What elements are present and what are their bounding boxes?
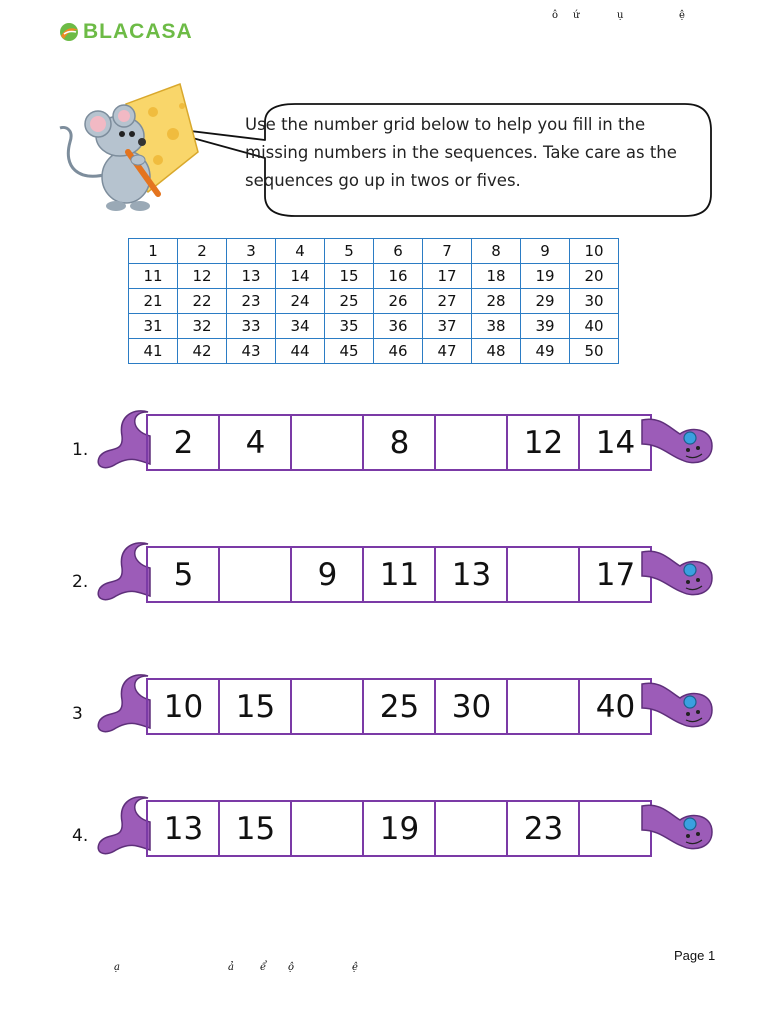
sequence-cell: 8	[364, 416, 436, 469]
worm-head-icon	[640, 414, 716, 472]
mouse-cheese-icon	[58, 82, 203, 214]
grid-cell: 14	[276, 264, 325, 289]
grid-cell: 39	[521, 314, 570, 339]
sequence-cell: 15	[220, 680, 292, 733]
sequence-number: 1.	[72, 440, 89, 460]
worm-head-icon	[640, 800, 716, 858]
number-grid	[128, 238, 619, 364]
sequence-cell: 23	[508, 802, 580, 855]
grid-cell: 32	[178, 314, 227, 339]
sequence-cell: 9	[292, 548, 364, 601]
grid-cell: 5	[325, 239, 374, 264]
sequence-cell: 2	[148, 416, 220, 469]
grid-cell: 47	[423, 339, 472, 364]
sequence-cell: 13	[436, 548, 508, 601]
grid-cell: 8	[472, 239, 521, 264]
footer-mark: ộ	[288, 962, 295, 973]
blacasa-logo	[58, 20, 193, 44]
grid-cell: 28	[472, 289, 521, 314]
footer-mark: ạ	[114, 962, 120, 973]
sequence-row	[146, 414, 652, 471]
sequence-blank-cell[interactable]	[436, 416, 508, 469]
grid-row	[129, 239, 619, 264]
grid-cell: 26	[374, 289, 423, 314]
grid-cell: 4	[276, 239, 325, 264]
grid-cell: 37	[423, 314, 472, 339]
grid-cell: 42	[178, 339, 227, 364]
grid-cell: 45	[325, 339, 374, 364]
sequence-cell: 40	[595, 688, 636, 725]
grid-row	[129, 289, 619, 314]
grid-cell: 41	[129, 339, 178, 364]
instruction-text: Use the number grid below to help you fill in the missing numbers in the sequences. Take care as the sequences go up in twos or fives.	[245, 115, 677, 190]
footer-mark: ệ	[352, 962, 358, 973]
brand-name: BLACASA	[83, 20, 193, 43]
sequence-cell: 4	[220, 416, 292, 469]
header-mark: ứ	[573, 10, 580, 21]
grid-cell: 11	[129, 264, 178, 289]
grid-cell: 1	[129, 239, 178, 264]
grid-cell: 48	[472, 339, 521, 364]
grid-cell: 21	[129, 289, 178, 314]
grid-cell: 27	[423, 289, 472, 314]
sequence-blank-cell[interactable]	[292, 802, 364, 855]
grid-cell: 33	[227, 314, 276, 339]
footer-marks	[110, 962, 410, 978]
footer-mark: ể	[260, 962, 267, 973]
sequence-cell: 14	[595, 424, 636, 461]
grid-cell: 49	[521, 339, 570, 364]
sequence-cell: 10	[148, 680, 220, 733]
grid-row	[129, 314, 619, 339]
sequence-blank-cell[interactable]	[436, 802, 508, 855]
grid-row	[129, 339, 619, 364]
worm-head-icon	[640, 546, 716, 604]
grid-cell: 17	[423, 264, 472, 289]
worm-head-icon	[640, 678, 716, 736]
sequence-number: 2.	[72, 572, 89, 592]
grid-cell: 31	[129, 314, 178, 339]
grid-cell: 18	[472, 264, 521, 289]
worm-tail-icon	[90, 538, 152, 604]
grid-row	[129, 264, 619, 289]
sequence-cell: 12	[508, 416, 580, 469]
sequence-cell: 13	[148, 802, 220, 855]
sequence-number: 3	[72, 704, 83, 724]
grid-cell: 50	[570, 339, 619, 364]
grid-cell: 44	[276, 339, 325, 364]
sequence-cell: 5	[148, 548, 220, 601]
page-number: Page 1	[674, 948, 716, 963]
sequence-row	[146, 678, 652, 735]
sequence-row	[146, 546, 652, 603]
grid-cell: 16	[374, 264, 423, 289]
grid-cell: 46	[374, 339, 423, 364]
sequence-blank-cell[interactable]	[508, 548, 580, 601]
sequence-cell: 30	[436, 680, 508, 733]
grid-cell: 9	[521, 239, 570, 264]
footer-mark: ả	[228, 962, 234, 973]
grid-cell: 10	[570, 239, 619, 264]
grid-cell: 29	[521, 289, 570, 314]
grid-cell: 30	[570, 289, 619, 314]
header-mark: ụ	[617, 10, 624, 21]
grid-cell: 2	[178, 239, 227, 264]
grid-cell: 12	[178, 264, 227, 289]
grid-cell: 38	[472, 314, 521, 339]
grid-cell: 15	[325, 264, 374, 289]
grid-cell: 23	[227, 289, 276, 314]
worm-tail-icon	[90, 792, 152, 858]
grid-cell: 13	[227, 264, 276, 289]
sequence-row	[146, 800, 652, 857]
grid-cell: 24	[276, 289, 325, 314]
sequence-cell: 11	[364, 548, 436, 601]
grid-cell: 43	[227, 339, 276, 364]
sequence-blank-cell[interactable]	[220, 548, 292, 601]
grid-cell: 35	[325, 314, 374, 339]
grid-cell: 34	[276, 314, 325, 339]
grid-cell: 3	[227, 239, 276, 264]
sequence-blank-cell[interactable]	[292, 680, 364, 733]
worm-tail-icon	[90, 670, 152, 736]
blacasa-leaf-icon	[58, 21, 80, 43]
sequence-cell: 19	[364, 802, 436, 855]
grid-cell: 25	[325, 289, 374, 314]
worm-tail-icon	[90, 406, 152, 472]
grid-cell: 22	[178, 289, 227, 314]
grid-cell: 6	[374, 239, 423, 264]
grid-cell: 36	[374, 314, 423, 339]
sequence-number: 4.	[72, 826, 89, 846]
sequence-cell: 17	[595, 556, 636, 593]
grid-cell: 20	[570, 264, 619, 289]
grid-cell: 19	[521, 264, 570, 289]
grid-cell: 7	[423, 239, 472, 264]
grid-cell: 40	[570, 314, 619, 339]
header-mark: ệ	[679, 10, 685, 21]
header-marks	[540, 10, 740, 26]
sequence-cell: 15	[220, 802, 292, 855]
sequence-blank-cell[interactable]	[292, 416, 364, 469]
sequence-blank-cell[interactable]	[508, 680, 580, 733]
header-mark: ô	[552, 10, 559, 21]
sequence-cell: 25	[364, 680, 436, 733]
